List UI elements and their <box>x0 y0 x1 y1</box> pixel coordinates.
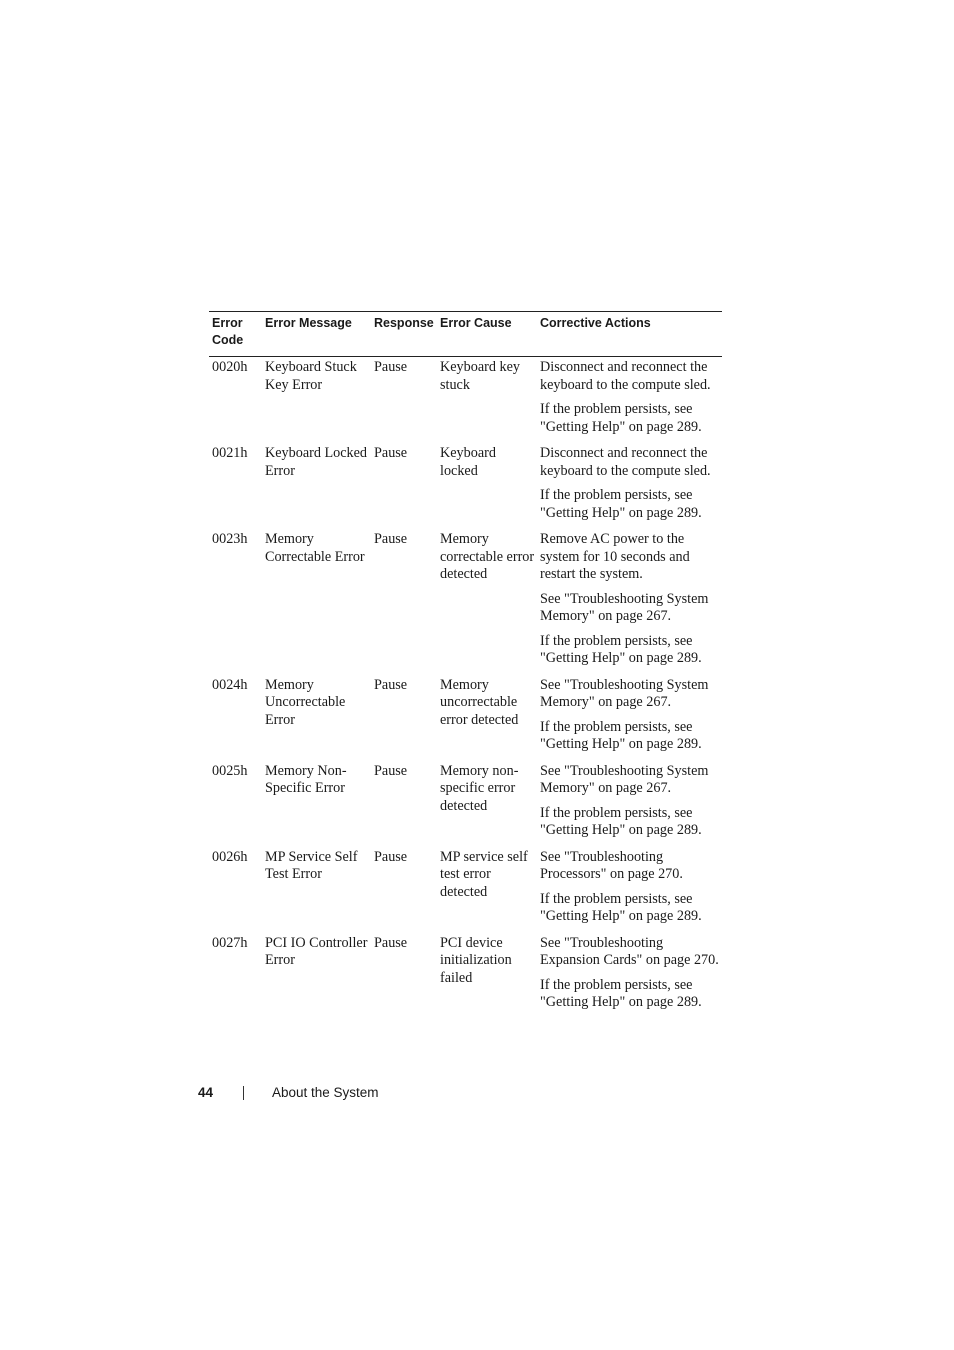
corrective-action-item: Disconnect and reconnect the keyboard to the compute sled. <box>540 445 711 479</box>
table-row <box>209 675 722 761</box>
header-error-cause: Error Cause <box>440 316 512 330</box>
cell-corrective-actions <box>537 529 722 675</box>
header-corrective-actions: Corrective Actions <box>540 316 651 330</box>
corrective-action-item: If the problem persists, see "Getting Help" on page 289. <box>540 487 702 521</box>
cell-error-message: Memory Correctable Error <box>265 531 365 565</box>
cell-error-cause: Memory non-specific error detected <box>440 762 519 814</box>
cell-response: Pause <box>374 445 408 461</box>
cell-error-code: 0020h <box>212 359 248 375</box>
cell-error-cause: Memory uncorrectable error detected <box>440 676 519 728</box>
cell-error-code: 0025h <box>212 762 248 779</box>
cell-error-message: Keyboard Stuck Key Error <box>265 359 357 393</box>
corrective-action-item: See "Troubleshooting System Memory" on page 267. <box>540 590 709 624</box>
table-row <box>209 761 722 847</box>
cell-response: Pause <box>374 762 408 779</box>
cell-error-code: 0027h <box>212 934 248 951</box>
footer-separator <box>243 1086 244 1100</box>
cell-response: Pause <box>374 934 408 951</box>
cell-error-code: 0024h <box>212 676 248 693</box>
corrective-action-item: See "Troubleshooting System Memory" on page 267. <box>540 676 709 710</box>
cell-error-cause: PCI device initialization failed <box>440 934 512 986</box>
cell-error-code: 0023h <box>212 531 248 547</box>
table-body <box>209 357 722 1019</box>
cell-response: Pause <box>374 848 408 865</box>
corrective-action-item: See "Troubleshooting System Memory" on page 267. <box>540 762 709 796</box>
cell-error-message: MP Service Self Test Error <box>265 848 358 882</box>
corrective-action-item: If the problem persists, see "Getting Help" on page 289. <box>540 401 702 435</box>
cell-error-message: Memory Uncorrectable Error <box>265 676 346 728</box>
corrective-action-item: If the problem persists, see "Getting Help" on page 289. <box>540 890 702 924</box>
cell-error-message: PCI IO Controller Error <box>265 934 368 968</box>
page-number: 44 <box>198 1085 214 1100</box>
error-code-table <box>209 311 722 1019</box>
cell-corrective-actions <box>537 357 722 444</box>
corrective-action-item: If the problem persists, see "Getting Help" on page 289. <box>540 718 702 752</box>
table-row <box>209 529 722 675</box>
table-row <box>209 847 722 933</box>
cell-corrective-actions <box>537 761 722 847</box>
table-row <box>209 933 722 1019</box>
cell-error-code: 0021h <box>212 445 248 461</box>
table-row <box>209 357 722 444</box>
cell-error-code: 0026h <box>212 848 248 865</box>
cell-error-cause: Keyboard key stuck <box>440 359 520 393</box>
error-code-table-wrapper <box>209 311 722 1019</box>
header-response: Response <box>374 316 434 330</box>
cell-response: Pause <box>374 531 408 547</box>
corrective-action-item: See "Troubleshooting Processors" on page 270. <box>540 848 683 882</box>
corrective-action-item: Remove AC power to the system for 10 seconds and restart the system. <box>540 531 690 582</box>
table-row <box>209 443 722 529</box>
cell-corrective-actions <box>537 675 722 761</box>
cell-error-cause: MP service self test error detected <box>440 848 528 900</box>
footer-section-title: About the System <box>272 1085 379 1100</box>
cell-response: Pause <box>374 676 408 693</box>
cell-corrective-actions <box>537 933 722 1019</box>
header-error-message: Error Message <box>265 316 352 330</box>
corrective-action-item: See "Troubleshooting Expansion Cards" on page 270. <box>540 934 719 968</box>
cell-error-message: Memory Non-Specific Error <box>265 762 347 796</box>
table-header-row <box>209 312 722 357</box>
header-error-code: Error Code <box>212 316 244 347</box>
cell-corrective-actions <box>537 443 722 529</box>
corrective-action-item: If the problem persists, see "Getting Help" on page 289. <box>540 632 702 666</box>
cell-response: Pause <box>374 359 408 375</box>
cell-corrective-actions <box>537 847 722 933</box>
cell-error-cause: Keyboard locked <box>440 445 496 479</box>
corrective-action-item: If the problem persists, see "Getting Help" on page 289. <box>540 976 702 1010</box>
cell-error-cause: Memory correctable error detected <box>440 531 535 582</box>
corrective-action-item: Disconnect and reconnect the keyboard to the compute sled. <box>540 359 711 393</box>
cell-error-message: Keyboard Locked Error <box>265 445 368 479</box>
corrective-action-item: If the problem persists, see "Getting Help" on page 289. <box>540 804 702 838</box>
